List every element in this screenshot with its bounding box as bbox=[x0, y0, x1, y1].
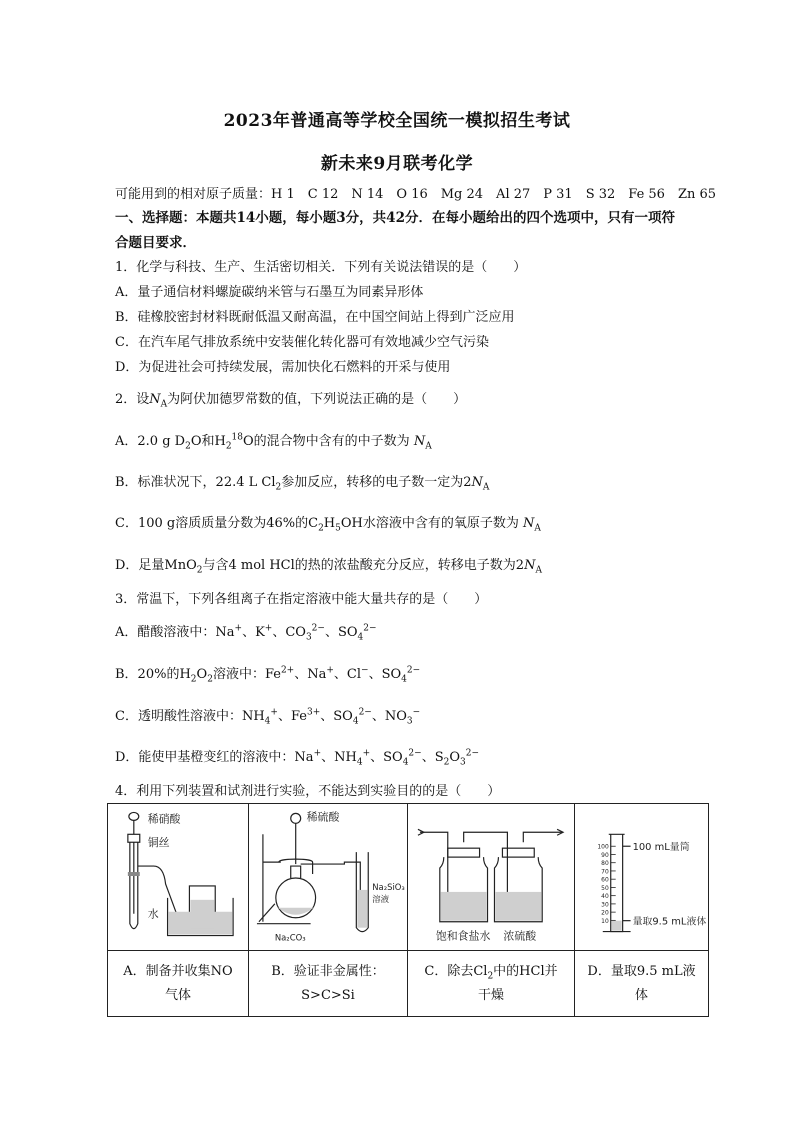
label-saturated-brine: 饱和食盐水 bbox=[435, 929, 491, 943]
scale-label: 30 bbox=[601, 901, 609, 909]
scale-label: 70 bbox=[601, 868, 609, 876]
label-water: 水 bbox=[147, 907, 159, 921]
label-dilute-nitric-acid: 稀硝酸 bbox=[147, 812, 181, 826]
option-a-line2: 气体 bbox=[164, 987, 191, 1003]
q1-option-b: B．硅橡胶密封材料既耐低温又耐高温，在中国空间站上得到广泛应用 bbox=[115, 310, 515, 325]
option-d-line2: 体 bbox=[634, 987, 648, 1003]
q1-option-c: C．在汽车尾气排放系统中安装催化转化器可有效地减少空气污染 bbox=[115, 335, 489, 350]
apparatus-table bbox=[107, 803, 709, 1017]
option-b-caption bbox=[249, 951, 408, 1017]
scale-label: 10 bbox=[601, 917, 609, 925]
figure-b-cell bbox=[249, 804, 408, 951]
label-dilute-sulfuric-acid: 稀硫酸 bbox=[306, 810, 340, 824]
q1-option-d: D．为促进社会可持续发展，需加快化石燃料的开采与使用 bbox=[115, 360, 451, 375]
option-b-line2: S>C>Si bbox=[301, 987, 355, 1003]
q4-stem: 4．利用下列装置和试剂进行实验，不能达到实验目的的是（ ） bbox=[115, 784, 501, 799]
figure-b-apparatus bbox=[249, 804, 407, 950]
q1-option-a: A．量子通信材料螺旋碳纳米管与石墨互为同素异形体 bbox=[115, 285, 424, 300]
exam-subtitle: 新未来9月联考化学 bbox=[320, 154, 474, 174]
q2-option-b: B．标准状况下，22.4 L $Cl_2$参加反应，转移的电子数一定为$2N_A$ bbox=[115, 475, 490, 493]
q3-option-d: D．能使甲基橙变红的溶液中：Na+、$NH_4^+$、$SO_4^{2-}$、$S_2O_3^{2-}$ bbox=[115, 748, 480, 768]
scale-label: 90 bbox=[601, 851, 609, 859]
q3-option-b: B．20%的$H_2O_2$溶液中：$Fe^{2+}$、Na+、Cl−、$SO_4^{2-}$ bbox=[115, 665, 421, 685]
label-conc-sulfuric-acid: 浓硫酸 bbox=[503, 929, 537, 943]
q2-option-a: A．2.0 g $D_2O$和$H_2^{18}O$的混合物中含有的中子数为 $N_A$ bbox=[115, 432, 432, 452]
option-d-line1: D．量取9.5 mL液 bbox=[587, 963, 696, 979]
exam-title: 2023年普通高等学校全国统一模拟招生考试 bbox=[223, 111, 571, 131]
figure-a-cell bbox=[108, 804, 249, 951]
option-d-caption bbox=[575, 951, 709, 1017]
figure-d-apparatus bbox=[575, 804, 708, 950]
q2-option-c: C．100 g溶质质量分数为46%的$C_2H_5OH$水溶液中含有的氧原子数为 $N_A$ bbox=[115, 516, 541, 534]
label-100ml-cylinder: 100 mL量筒 bbox=[632, 842, 690, 854]
label-copper-wire: 铜丝 bbox=[147, 836, 170, 850]
scale-label: 80 bbox=[601, 860, 609, 868]
label-solution: 溶液 bbox=[372, 893, 390, 904]
figure-d-cell bbox=[575, 804, 709, 951]
figure-a-apparatus bbox=[108, 804, 248, 950]
label-measure-9-5ml: 量取9.5 mL液体 bbox=[632, 916, 707, 928]
atomic-mass-note: 可能用到的相对原子质量：H 1 C 12 N 14 O 16 Mg 24 Al 27 P 31 S 32 Fe 56 Zn 65 bbox=[115, 187, 717, 202]
q2-stem: 2．设$N_A$为阿伏加德罗常数的值，下列说法正确的是（ ） bbox=[115, 392, 467, 410]
section-heading-line2: 合题目要求． bbox=[115, 235, 196, 251]
scale-label: 40 bbox=[601, 893, 609, 901]
option-c-caption bbox=[408, 951, 575, 1017]
option-c-line2: 干燥 bbox=[477, 987, 504, 1003]
figure-c-apparatus bbox=[408, 804, 574, 950]
scale-label: 20 bbox=[601, 909, 609, 917]
label-sodium-silicate: Na₂SiO₃ bbox=[372, 881, 405, 892]
cylinder-scale bbox=[597, 844, 615, 925]
label-sodium-carbonate: Na₂CO₃ bbox=[274, 932, 306, 943]
scale-label: 50 bbox=[601, 884, 609, 892]
q3-stem: 3．常温下，下列各组离子在指定溶液中能大量共存的是（ ） bbox=[115, 592, 488, 607]
q3-option-c: C．透明酸性溶液中：$NH_4^+$、$Fe^{3+}$、$SO_4^{2-}$、$NO_3^-$ bbox=[115, 707, 421, 727]
scale-label: 100 bbox=[597, 843, 609, 851]
option-a-caption bbox=[108, 951, 249, 1017]
q1-stem: 1．化学与科技、生产、生活密切相关．下列有关说法错误的是（ ） bbox=[115, 260, 527, 275]
scale-label: 60 bbox=[601, 876, 609, 884]
option-b-line1: B．验证非金属性： bbox=[271, 963, 385, 979]
section-heading-line1: 一、选择题：本题共14小题，每小题3分，共42分．在每小题给出的四个选项中，只有一项符 bbox=[115, 210, 675, 226]
option-a-line1: A．制备并收集NO bbox=[123, 963, 233, 979]
option-c-line1: C．除去$Cl_2$中的HCl并 bbox=[424, 963, 558, 982]
q3-option-a: A．醋酸溶液中：Na+、K+、$CO_3^{2-}$、$SO_4^{2-}$ bbox=[115, 623, 377, 643]
q2-option-d: D．足量MnO$_2$与含4 mol HCl的热的浓盐酸充分反应，转移电子数为$2N_A$ bbox=[115, 558, 542, 576]
figure-c-cell bbox=[408, 804, 575, 951]
